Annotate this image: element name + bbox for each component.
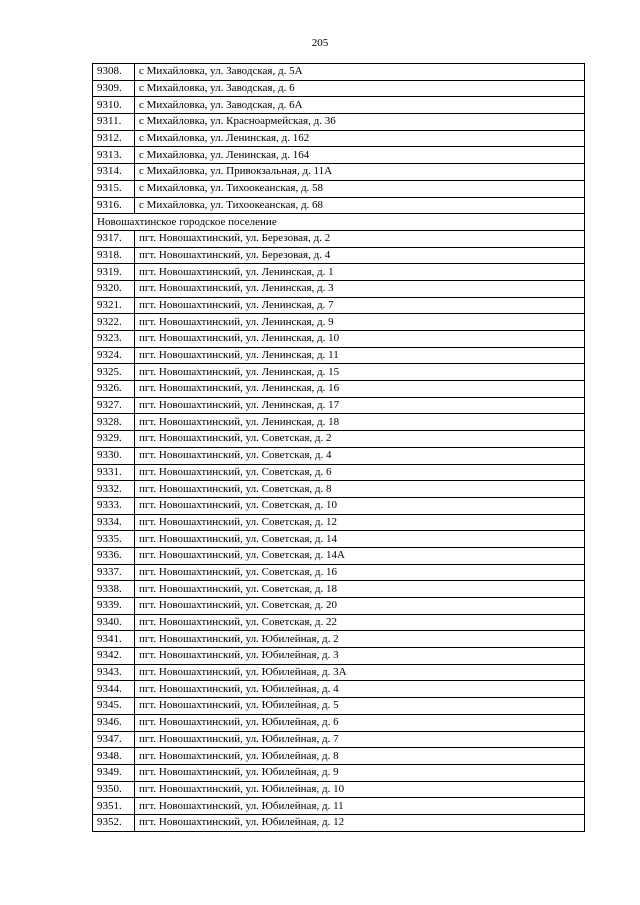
row-address: пгт. Новошахтинский, ул. Юбилейная, д. 8 <box>135 748 585 765</box>
row-number: 9322. <box>93 314 135 331</box>
row-address: пгт. Новошахтинский, ул. Ленинская, д. 7 <box>135 297 585 314</box>
table-row <box>93 147 585 164</box>
row-number: 9335. <box>93 531 135 548</box>
row-number: 9348. <box>93 748 135 765</box>
row-address: пгт. Новошахтинский, ул. Ленинская, д. 18 <box>135 414 585 431</box>
section-heading: Новошахтинское городское поселение <box>93 214 585 231</box>
row-number: 9331. <box>93 464 135 481</box>
row-address: пгт. Новошахтинский, ул. Березовая, д. 4 <box>135 247 585 264</box>
row-address: пгт. Новошахтинский, ул. Ленинская, д. 3 <box>135 280 585 297</box>
row-address: пгт. Новошахтинский, ул. Ленинская, д. 11 <box>135 347 585 364</box>
registry-body <box>93 64 585 832</box>
row-number: 9351. <box>93 798 135 815</box>
row-address: пгт. Новошахтинский, ул. Советская, д. 8 <box>135 481 585 498</box>
row-address: пгт. Новошахтинский, ул. Юбилейная, д. 3А <box>135 664 585 681</box>
row-address: пгт. Новошахтинский, ул. Советская, д. 12 <box>135 514 585 531</box>
table-row <box>93 748 585 765</box>
row-address: пгт. Новошахтинский, ул. Юбилейная, д. 5 <box>135 698 585 715</box>
row-address: пгт. Новошахтинский, ул. Юбилейная, д. 12 <box>135 814 585 831</box>
table-row <box>93 331 585 348</box>
table-row <box>93 764 585 781</box>
table-row <box>93 681 585 698</box>
row-number: 9338. <box>93 581 135 598</box>
table-row <box>93 547 585 564</box>
table-row <box>93 497 585 514</box>
table-row <box>93 664 585 681</box>
row-number: 9328. <box>93 414 135 431</box>
row-number: 9347. <box>93 731 135 748</box>
row-number: 9324. <box>93 347 135 364</box>
table-row <box>93 731 585 748</box>
row-address: пгт. Новошахтинский, ул. Березовая, д. 2 <box>135 230 585 247</box>
table-row <box>93 230 585 247</box>
row-number: 9330. <box>93 447 135 464</box>
row-address: пгт. Новошахтинский, ул. Советская, д. 20 <box>135 598 585 615</box>
row-number: 9323. <box>93 331 135 348</box>
row-address: пгт. Новошахтинский, ул. Советская, д. 14 <box>135 531 585 548</box>
table-row <box>93 130 585 147</box>
table-row <box>93 631 585 648</box>
table-row <box>93 64 585 81</box>
row-address: пгт. Новошахтинский, ул. Ленинская, д. 9 <box>135 314 585 331</box>
table-row <box>93 347 585 364</box>
row-number: 9311. <box>93 114 135 131</box>
row-number: 9341. <box>93 631 135 648</box>
row-number: 9315. <box>93 180 135 197</box>
row-address: с Михайловка, ул. Заводская, д. 6 <box>135 80 585 97</box>
row-number: 9346. <box>93 714 135 731</box>
table-row <box>93 247 585 264</box>
row-number: 9350. <box>93 781 135 798</box>
table-row <box>93 798 585 815</box>
row-address: пгт. Новошахтинский, ул. Юбилейная, д. 10 <box>135 781 585 798</box>
row-address: пгт. Новошахтинский, ул. Советская, д. 16 <box>135 564 585 581</box>
row-address: с Михайловка, ул. Тихоокеанская, д. 58 <box>135 180 585 197</box>
table-row <box>93 581 585 598</box>
table-row <box>93 481 585 498</box>
table-row <box>93 364 585 381</box>
row-number: 9343. <box>93 664 135 681</box>
row-address: пгт. Новошахтинский, ул. Юбилейная, д. 11 <box>135 798 585 815</box>
row-number: 9312. <box>93 130 135 147</box>
row-number: 9340. <box>93 614 135 631</box>
row-number: 9352. <box>93 814 135 831</box>
page-number: 205 <box>311 37 329 49</box>
table-row <box>93 80 585 97</box>
table-row <box>93 197 585 214</box>
table-row <box>93 514 585 531</box>
row-number: 9329. <box>93 431 135 448</box>
table-row <box>93 397 585 414</box>
table-row <box>93 814 585 831</box>
row-number: 9337. <box>93 564 135 581</box>
table-row <box>93 264 585 281</box>
table-row <box>93 781 585 798</box>
table-row <box>93 114 585 131</box>
row-number: 9349. <box>93 764 135 781</box>
row-address: пгт. Новошахтинский, ул. Советская, д. 6 <box>135 464 585 481</box>
row-number: 9334. <box>93 514 135 531</box>
row-address: с Михайловка, ул. Привокзальная, д. 11А <box>135 164 585 181</box>
row-number: 9308. <box>93 64 135 81</box>
table-row <box>93 381 585 398</box>
row-address: пгт. Новошахтинский, ул. Советская, д. 2 <box>135 431 585 448</box>
row-address: с Михайловка, ул. Ленинская, д. 164 <box>135 147 585 164</box>
row-number: 9327. <box>93 397 135 414</box>
row-address: пгт. Новошахтинский, ул. Советская, д. 22 <box>135 614 585 631</box>
address-registry-table <box>92 63 585 832</box>
table-row <box>93 431 585 448</box>
row-number: 9321. <box>93 297 135 314</box>
row-address: с Михайловка, ул. Заводская, д. 5А <box>135 64 585 81</box>
table-row <box>93 97 585 114</box>
row-address: с Михайловка, ул. Ленинская, д. 162 <box>135 130 585 147</box>
row-address: пгт. Новошахтинский, ул. Юбилейная, д. 9 <box>135 764 585 781</box>
row-address: пгт. Новошахтинский, ул. Ленинская, д. 10 <box>135 331 585 348</box>
row-number: 9309. <box>93 80 135 97</box>
row-number: 9319. <box>93 264 135 281</box>
table-row <box>93 564 585 581</box>
row-number: 9336. <box>93 547 135 564</box>
row-address: пгт. Новошахтинский, ул. Советская, д. 10 <box>135 497 585 514</box>
table-row <box>93 314 585 331</box>
row-number: 9317. <box>93 230 135 247</box>
row-address: пгт. Новошахтинский, ул. Юбилейная, д. 6 <box>135 714 585 731</box>
row-address: пгт. Новошахтинский, ул. Ленинская, д. 1 <box>135 264 585 281</box>
row-number: 9318. <box>93 247 135 264</box>
row-number: 9345. <box>93 698 135 715</box>
row-number: 9333. <box>93 497 135 514</box>
row-number: 9344. <box>93 681 135 698</box>
table-row <box>93 447 585 464</box>
row-address: пгт. Новошахтинский, ул. Ленинская, д. 17 <box>135 397 585 414</box>
row-address: пгт. Новошахтинский, ул. Ленинская, д. 16 <box>135 381 585 398</box>
row-address: с Михайловка, ул. Красноармейская, д. 36 <box>135 114 585 131</box>
table-row <box>93 648 585 665</box>
row-number: 9313. <box>93 147 135 164</box>
row-address: с Михайловка, ул. Заводская, д. 6А <box>135 97 585 114</box>
table-row <box>93 180 585 197</box>
row-number: 9316. <box>93 197 135 214</box>
row-address: пгт. Новошахтинский, ул. Юбилейная, д. 2 <box>135 631 585 648</box>
row-number: 9310. <box>93 97 135 114</box>
table-row <box>93 280 585 297</box>
row-number: 9326. <box>93 381 135 398</box>
row-address: пгт. Новошахтинский, ул. Советская, д. 18 <box>135 581 585 598</box>
table-row <box>93 464 585 481</box>
row-address: с Михайловка, ул. Тихоокеанская, д. 68 <box>135 197 585 214</box>
row-address: пгт. Новошахтинский, ул. Советская, д. 4 <box>135 447 585 464</box>
table-row <box>93 414 585 431</box>
table-row <box>93 614 585 631</box>
table-row <box>93 164 585 181</box>
row-number: 9342. <box>93 648 135 665</box>
row-number: 9325. <box>93 364 135 381</box>
row-address: пгт. Новошахтинский, ул. Юбилейная, д. 4 <box>135 681 585 698</box>
row-number: 9320. <box>93 280 135 297</box>
table-row <box>93 297 585 314</box>
section-heading-row <box>93 214 585 231</box>
table-row <box>93 598 585 615</box>
row-address: пгт. Новошахтинский, ул. Ленинская, д. 15 <box>135 364 585 381</box>
table-row <box>93 531 585 548</box>
table-row <box>93 698 585 715</box>
row-address: пгт. Новошахтинский, ул. Юбилейная, д. 7 <box>135 731 585 748</box>
row-address: пгт. Новошахтинский, ул. Советская, д. 14А <box>135 547 585 564</box>
row-number: 9314. <box>93 164 135 181</box>
row-number: 9332. <box>93 481 135 498</box>
row-number: 9339. <box>93 598 135 615</box>
row-address: пгт. Новошахтинский, ул. Юбилейная, д. 3 <box>135 648 585 665</box>
table-row <box>93 714 585 731</box>
